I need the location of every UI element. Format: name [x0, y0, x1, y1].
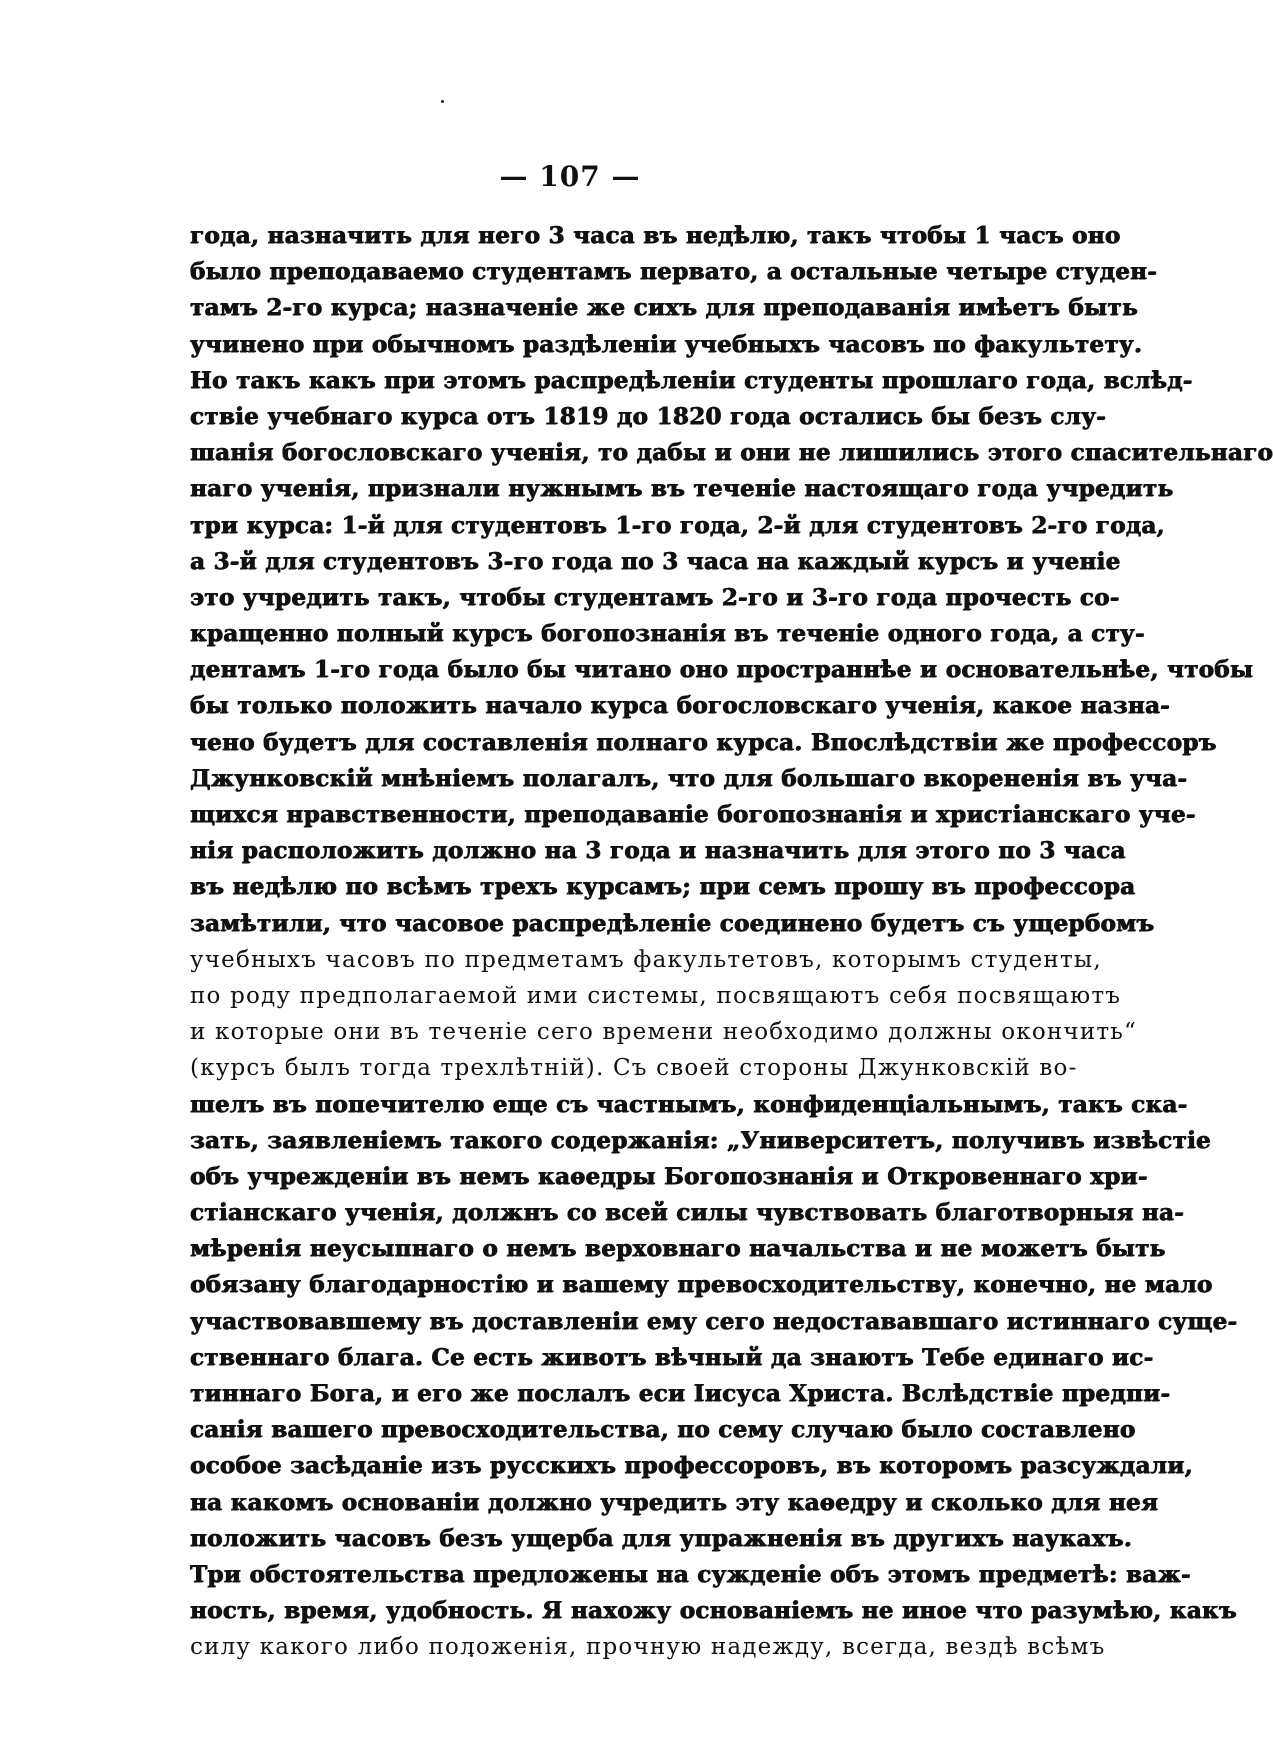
text-line: тиннаго Бога, и его же послалъ еси Іисуса Христа. Вслѣдствіе предпи-	[190, 1380, 1171, 1407]
text-line: мѣренія неусыпнаго о немъ верховнаго начальства и не можетъ быть	[190, 1235, 1166, 1263]
text-line: было преподаваемо студентамъ первато, а остальные четыре студен-	[190, 258, 1158, 286]
text-line: и которые они въ теченіе сего времени необходимо должны окончить“	[190, 1019, 1137, 1046]
text-line: тамъ 2-го курса; назначеніе же сихъ для преподаванія имѣетъ быть	[190, 294, 1138, 322]
text-line: зать, заявленіемъ такого содержанія: „Университетъ, получивъ извѣстіе	[190, 1126, 1212, 1154]
text-line: ность, время, удобность. Я нахожу основаніемъ не иное что разумѣю, какъ	[190, 1597, 1237, 1625]
text-line: по роду предполагаемой ими системы, посвящаютъ себя посвящаютъ	[190, 982, 1122, 1009]
text-line: года, назначить для него 3 часа въ недѣлю, такъ чтобы 1 часъ оно	[190, 222, 1121, 249]
body-text	[190, 218, 1273, 1666]
text-line: силу какого либо положенія, прочную надежду, всегда, вездѣ всѣмъ	[190, 1634, 1106, 1661]
text-line: щихся нравственности, преподаваніе богопознанія и христіанскаго уче-	[190, 801, 1196, 828]
text-line: учебныхъ часовъ по предметамъ факультетовъ, которымъ студенты,	[190, 946, 1102, 973]
text-line: на какомъ основаніи должно учредить эту каѳедру и сколько для нея	[190, 1488, 1159, 1516]
text-line: бы только положить начало курса богословскаго ученія, какое назна-	[190, 692, 1171, 720]
text-line: замѣтили, что часовое распредѣленіе соединено будетъ съ ущербомъ	[190, 909, 1155, 937]
text-line: ствіе учебнаго курса отъ 1819 до 1820 года остались бы безъ слу-	[190, 402, 1107, 430]
text-line: нія расположить должно на 3 года и назначить для этого по 3 часа	[190, 837, 1126, 865]
text-line: шелъ въ попечителю еще съ частнымъ, конфиденціальнымъ, такъ ска-	[190, 1090, 1188, 1118]
text-line: (курсъ былъ тогда трехлѣтній). Съ своей стороны Джунковскій во-	[190, 1055, 1078, 1082]
text-line: Три обстоятельства предложены на сужденіе объ этомъ предметѣ: важ-	[190, 1560, 1191, 1588]
text-line: наго ученія, признали нужнымъ въ теченіе настоящаго года учредить	[190, 475, 1174, 503]
text-line: Но такъ какъ при этомъ распредѣленіи студенты прошлаго года, вслѣд-	[190, 366, 1193, 394]
text-line: особое засѣданіе изъ русскихъ профессоровъ, въ которомъ разсуждали,	[190, 1452, 1193, 1480]
text-line: объ учрежденіи въ немъ каѳедры Богопознанія и Откровеннаго хри-	[190, 1162, 1148, 1190]
text-line: три курса: 1-й для студентовъ 1-го года, 2-й для студентовъ 2-го года,	[190, 511, 1165, 539]
text-line: а 3-й для студентовъ 3-го года по 3 часа на каждый курсъ и ученіе	[190, 547, 1121, 575]
text-line: это учредить такъ, чтобы студентамъ 2-го и 3-го года прочесть со-	[190, 583, 1120, 611]
text-line: обязану благодарностію и вашему превосходительству, конечно, не мало	[190, 1271, 1213, 1299]
text-line: стіанскаго ученія, должнъ со всей силы чувствовать благотворныя на-	[190, 1199, 1185, 1227]
text-line: участвовавшему въ доставленіи ему сего недостававшаго истиннаго суще-	[190, 1307, 1238, 1335]
text-line: Джунковскій мнѣніемъ полагалъ, что для большаго вкорененія въ уча-	[190, 764, 1188, 792]
text-line: ственнаго блага. Се есть животъ вѣчный да знаютъ Тебе единаго ис-	[190, 1343, 1154, 1371]
text-line: кращенно полный курсъ богопознанія въ теченіе одного года, а сту-	[190, 620, 1145, 648]
text-line: положить часовъ безъ ущерба для упражненія въ другихъ наукахъ.	[190, 1524, 1133, 1552]
text-line: учинено при обычномъ раздѣленіи учебныхъ часовъ по факультету.	[190, 330, 1143, 358]
text-line: чено будетъ для составленія полнаго курса. Впослѣдствіи же профессоръ	[190, 728, 1217, 756]
page-number: — 107 —	[499, 160, 641, 193]
text-line: въ недѣлю по всѣмъ трехъ курсамъ; при семъ прошу въ профессора	[190, 873, 1136, 901]
text-line: санія вашего превосходительства, по сему случаю было составлено	[190, 1416, 1136, 1444]
text-line: дентамъ 1-го года было бы читано оно пространнѣе и основательнѣе, чтобы	[190, 656, 1254, 684]
text-line: шанія богословскаго ученія, то дабы и они не лишились этого спасительнаго	[190, 439, 1273, 467]
print-speck	[441, 100, 444, 103]
